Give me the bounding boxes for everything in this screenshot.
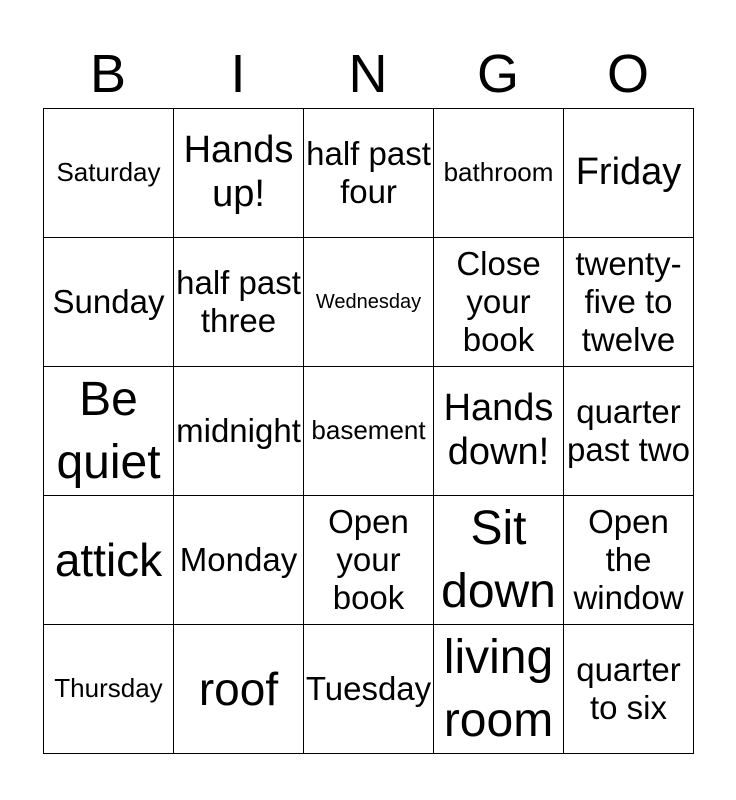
bingo-cell[interactable] — [304, 238, 434, 367]
bingo-cell[interactable] — [44, 109, 174, 238]
bingo-cell-text: Open your book — [328, 503, 409, 616]
bingo-cell-text: attick — [54, 533, 163, 586]
bingo-cell[interactable] — [174, 238, 304, 367]
bingo-cell-text: Close your book — [456, 245, 541, 358]
bingo-cell[interactable] — [44, 367, 174, 496]
header-letter-n: N — [348, 44, 388, 104]
bingo-cell[interactable] — [304, 367, 434, 496]
bingo-cell[interactable] — [174, 109, 304, 238]
bingo-cell-text: half past three — [176, 264, 301, 339]
header-letter-b: B — [89, 44, 127, 104]
bingo-cell-text: Friday — [575, 151, 682, 194]
bingo-cell[interactable] — [304, 109, 434, 238]
bingo-cell-text: Hands down! — [443, 387, 554, 473]
bingo-cell[interactable] — [304, 625, 434, 754]
bingo-cell[interactable] — [174, 367, 304, 496]
bingo-cell[interactable] — [564, 367, 694, 496]
bingo-cell-text: quarter to six — [576, 651, 681, 726]
bingo-cell-text: basement — [311, 415, 426, 446]
bingo-card — [43, 108, 694, 754]
bingo-cell-text: Tuesday — [305, 670, 432, 708]
header-letter-g: G — [476, 44, 519, 104]
bingo-cell[interactable] — [434, 625, 564, 754]
bingo-cell[interactable] — [44, 238, 174, 367]
bingo-cell[interactable] — [564, 625, 694, 754]
bingo-cell-text: Thursday — [54, 673, 163, 704]
bingo-cell[interactable] — [564, 109, 694, 238]
bingo-cell[interactable] — [564, 496, 694, 625]
bingo-cell-text: Sunday — [52, 283, 165, 321]
bingo-cell[interactable] — [564, 238, 694, 367]
bingo-cell-text: twenty-five to twelve — [575, 245, 682, 358]
bingo-cell[interactable] — [304, 496, 434, 625]
bingo-cell[interactable] — [174, 496, 304, 625]
bingo-row — [44, 625, 694, 754]
bingo-cell-text: living room — [443, 630, 554, 747]
header-letter-i: I — [230, 44, 246, 104]
bingo-row — [44, 238, 694, 367]
bingo-row — [44, 367, 694, 496]
bingo-row — [44, 496, 694, 625]
bingo-cell[interactable] — [174, 625, 304, 754]
bingo-cell-text: Monday — [179, 541, 298, 579]
bingo-cell-text: midnight — [176, 412, 301, 450]
bingo-cell-text: Hands up! — [183, 129, 294, 215]
bingo-cell[interactable] — [434, 109, 564, 238]
bingo-row — [44, 109, 694, 238]
bingo-cell-text: Be quiet — [56, 372, 161, 489]
bingo-cell-text: Open the window — [573, 503, 684, 616]
bingo-cell-text: bathroom — [443, 157, 554, 188]
bingo-cell[interactable] — [434, 238, 564, 367]
header-letter-o: O — [606, 44, 649, 104]
bingo-cell-text: quarter past two — [567, 393, 690, 468]
bingo-cell-text: Saturday — [56, 157, 161, 188]
bingo-cell[interactable] — [44, 496, 174, 625]
bingo-cell-text: Wednesday — [315, 290, 422, 313]
bingo-cell[interactable] — [434, 496, 564, 625]
bingo-cell[interactable] — [44, 625, 174, 754]
bingo-header — [43, 40, 693, 108]
bingo-cell-text: Sit down — [441, 501, 556, 618]
bingo-cell-text: roof — [198, 662, 279, 715]
bingo-cell-text: half past four — [306, 135, 431, 210]
bingo-cell[interactable] — [434, 367, 564, 496]
